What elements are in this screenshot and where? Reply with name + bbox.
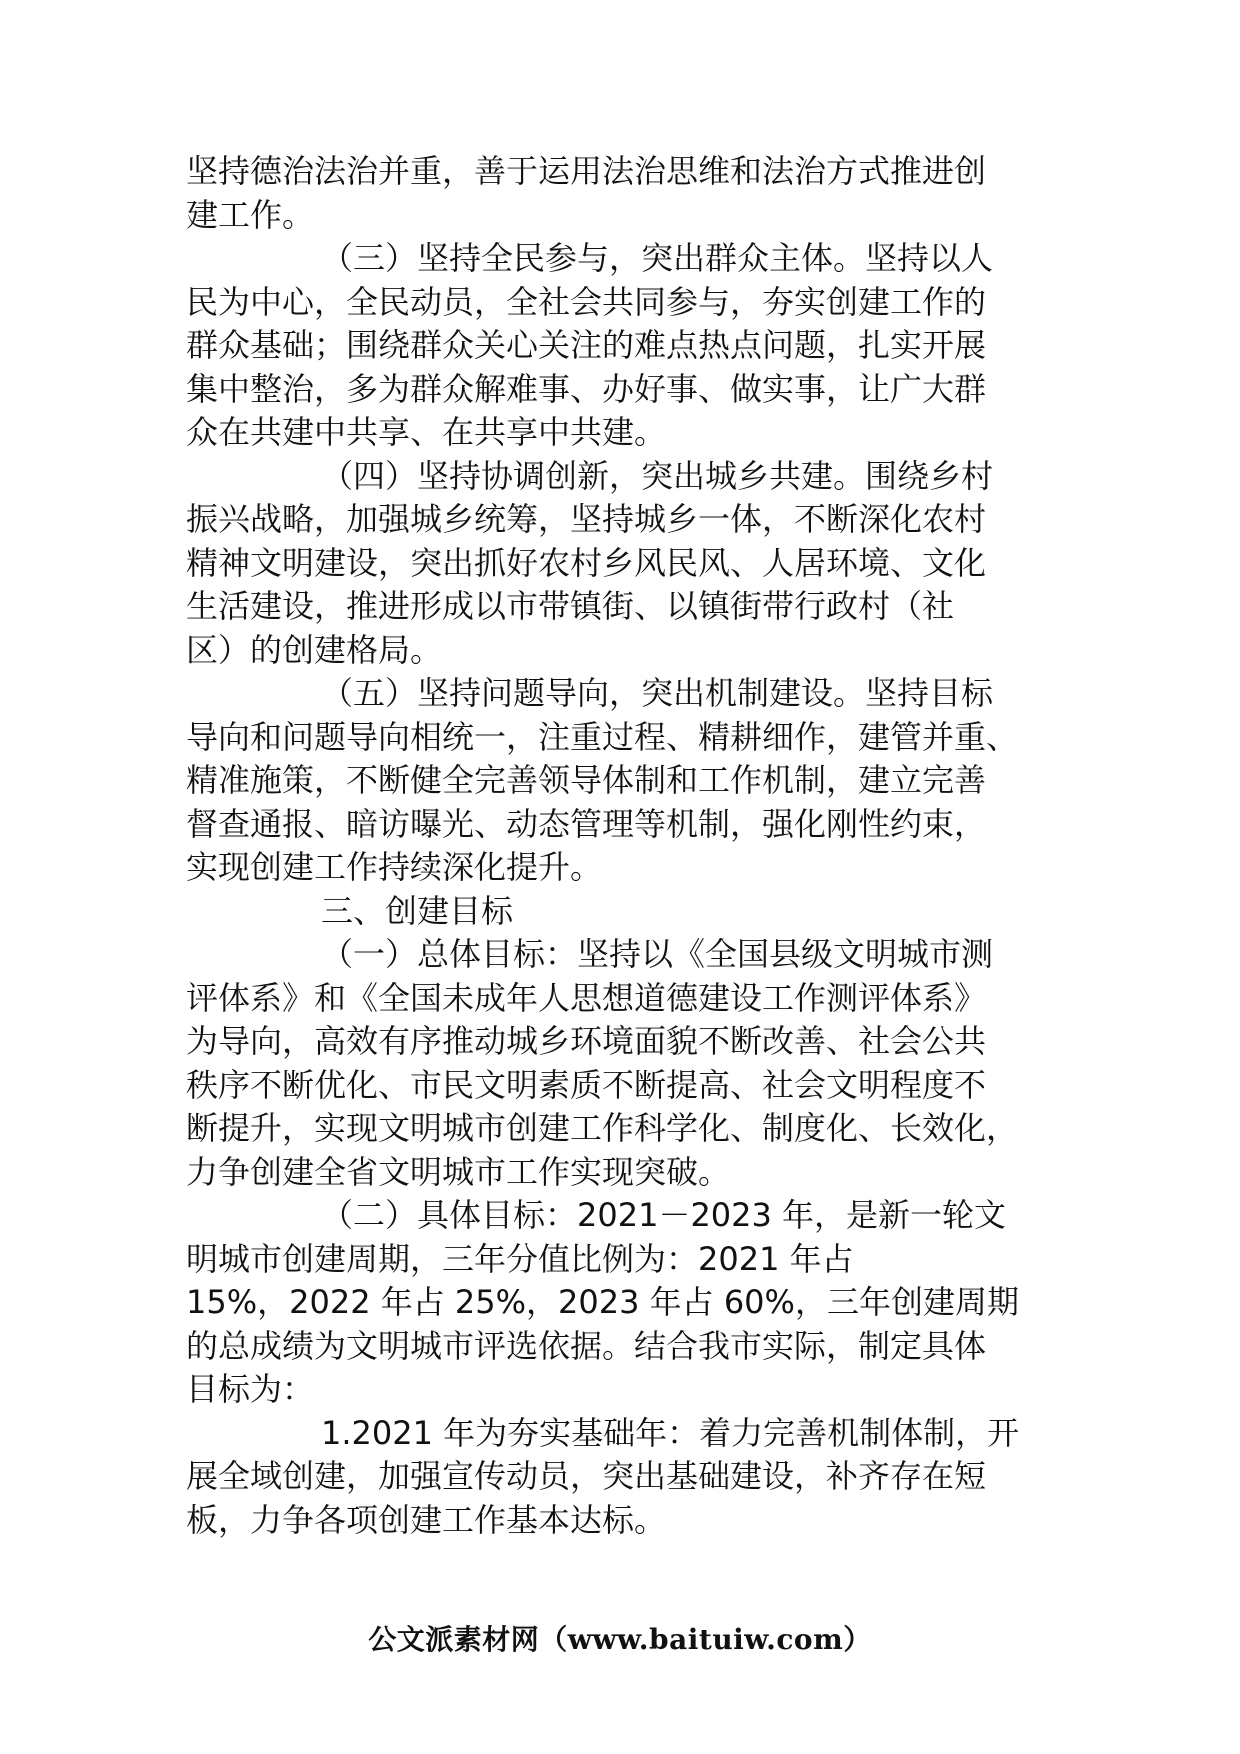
text-line: 为导向，高效有序推动城乡环境面貌不断改善、社会公共 <box>186 1022 987 1060</box>
text-line: 评体系》和《全国未成年人思想道德建设工作测评体系》 <box>186 978 987 1017</box>
text-line: 15%，2022 年占 25%，2023 年占 60%，三年创建周期 <box>186 1283 1019 1321</box>
text-line: 板，力争各项创建工作基本达标。 <box>186 1500 667 1539</box>
footer-watermark: 公文派素材网（www.baituiw.com） <box>368 1623 872 1656</box>
paragraph-specific-goal <box>186 1194 1066 1412</box>
paragraph-principle-5 <box>186 672 1066 890</box>
text-line: 的总成绩为文明城市评选依据。结合我市实际，制定具体 <box>186 1326 987 1365</box>
text-line: （四）坚持协调创新，突出城乡共建。围绕乡村 <box>321 456 994 495</box>
text-line: 秩序不断优化、市民文明素质不断提高、社会文明程度不 <box>186 1065 987 1104</box>
text-line: 区）的创建格局。 <box>186 630 443 669</box>
text-line: 精神文明建设，突出抓好农村乡风民风、人居环境、文化 <box>186 543 987 582</box>
text-line: （三）坚持全民参与，突出群众主体。坚持以人 <box>321 239 994 277</box>
text-line: （二）具体目标：2021－2023 年，是新一轮文 <box>321 1196 1007 1234</box>
text-line: 建工作。 <box>186 195 315 234</box>
text-line: （五）坚持问题导向，突出机制建设。坚持目标 <box>321 674 994 712</box>
text-line: 断提升，实现文明城市创建工作科学化、制度化、长效化， <box>186 1109 1019 1147</box>
text-line: 督查通报、暗访曝光、动态管理等机制，强化刚性约束， <box>186 804 987 843</box>
text-line: （一）总体目标：坚持以《全国县级文明城市测 <box>321 935 994 973</box>
section-heading: 三、创建目标 <box>321 891 514 930</box>
text-line: 展全域创建，加强宣传动员，突出基础建设，补齐存在短 <box>186 1457 987 1495</box>
text-line: 明城市创建周期，三年分值比例为：2021 年占 <box>186 1239 854 1278</box>
paragraph-overall-goal <box>186 933 1066 1194</box>
text-line: 1.2021 年为夯实基础年：着力完善机制体制，开 <box>321 1413 1020 1452</box>
text-line: 坚持德治法治并重，善于运用法治思维和法治方式推进创 <box>186 152 987 190</box>
paragraph-principle-3 <box>186 237 1066 455</box>
section-heading-goals <box>186 890 1066 934</box>
document-body <box>186 150 1066 1542</box>
text-line: 振兴战略，加强城乡统筹，坚持城乡一体，不断深化农村 <box>186 500 987 538</box>
text-line: 目标为： <box>186 1370 315 1408</box>
paragraph-goal-2021 <box>186 1412 1066 1543</box>
paragraph-continuation <box>186 150 1066 237</box>
text-line: 群众基础；围绕群众关心关注的难点热点问题，扎实开展 <box>186 326 987 364</box>
text-line: 众在共建中共享、在共享中共建。 <box>186 413 667 451</box>
text-line: 精准施策，不断健全完善领导体制和工作机制，建立完善 <box>186 761 987 799</box>
text-line: 集中整治，多为群众解难事、办好事、做实事，让广大群 <box>186 369 987 408</box>
text-line: 实现创建工作持续深化提升。 <box>186 848 603 886</box>
text-line: 民为中心，全民动员，全社会共同参与，夯实创建工作的 <box>186 282 987 321</box>
text-line: 力争创建全省文明城市工作实现突破。 <box>186 1152 731 1191</box>
text-line: 生活建设，推进形成以市带镇街、以镇街带行政村（社 <box>186 587 955 625</box>
paragraph-principle-4 <box>186 455 1066 673</box>
text-line: 导向和问题导向相统一，注重过程、精耕细作，建管并重、 <box>186 717 1019 756</box>
